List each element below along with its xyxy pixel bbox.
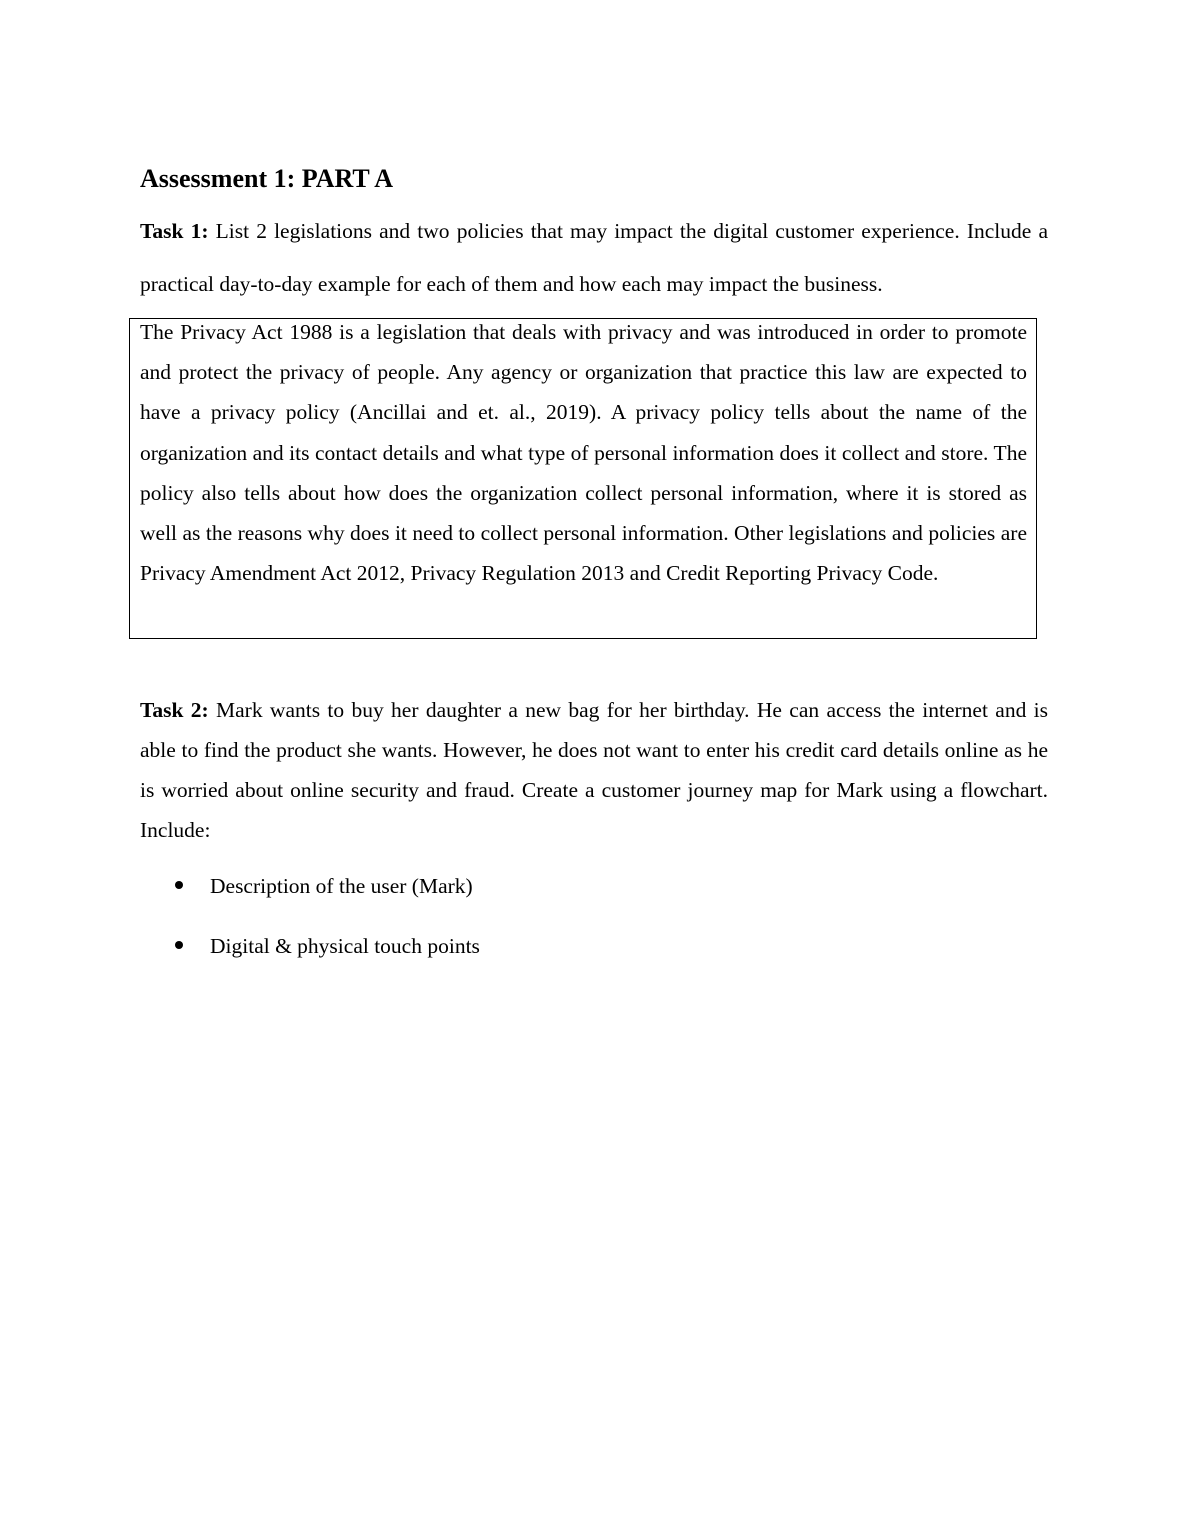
answer-text-box <box>129 318 1037 639</box>
list-item-text: Description of the user (Mark) <box>210 874 473 898</box>
list-item <box>140 926 1040 986</box>
bullet-icon <box>175 881 183 889</box>
task2-label: Task 2: <box>140 698 209 722</box>
answer-text: The Privacy Act 1988 is a legislation that deals with privacy and was introduced in order to promote and protect the privacy of people. Any agency or organization that practice this law are expected to have a privacy policy (Ancillai and et. al., 2019). A privacy policy tells about the name of the organization and its contact details and what type of personal information does it collect and store. The policy also tells about how does the organization collect personal information, where it is stored as well as the reasons why does it need to collect personal information. Other legislations and policies are Privacy Amendment Act 2012, Privacy Regulation 2013 and Credit Reporting Privacy Code. <box>140 320 1027 586</box>
task1-text: List 2 legislations and two policies that may impact the digital customer experience. Include a practical day-to-day example for each of them and how each may impact the business. <box>140 219 1048 296</box>
list-item-text: Digital & physical touch points <box>210 934 480 958</box>
task2-text: Mark wants to buy her daughter a new bag for her birthday. He can access the internet and is able to find the product she wants. However, he does not want to enter his credit card details online as he is worried about online security and fraud. Create a customer journey map for Mark using a flowchart. Include: <box>140 698 1048 842</box>
requirements-list <box>140 866 1040 986</box>
bullet-icon <box>175 941 183 949</box>
assessment-heading: Assessment 1: PART A <box>140 164 394 193</box>
task1-paragraph <box>140 205 1048 311</box>
list-item <box>140 866 1040 926</box>
task2-paragraph <box>140 690 1048 850</box>
task1-label: Task 1: <box>140 219 209 243</box>
